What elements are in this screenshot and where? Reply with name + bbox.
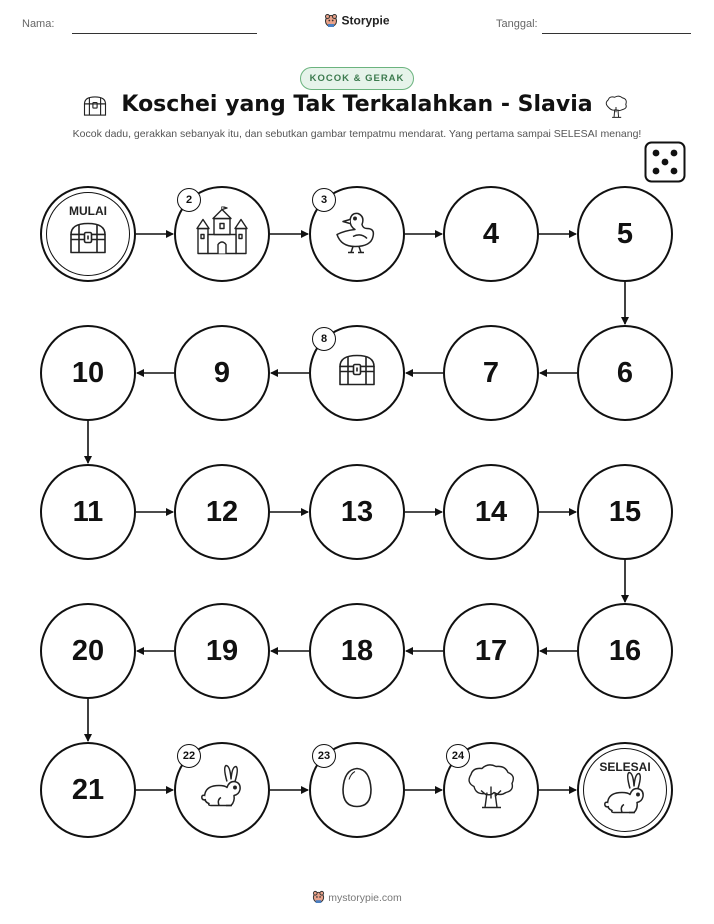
page-title: Koschei yang Tak Terkalahkan - Slavia bbox=[121, 92, 593, 117]
space-number-badge: 8 bbox=[312, 327, 336, 351]
egg-icon bbox=[340, 766, 374, 815]
name-label: Nama: bbox=[22, 18, 55, 30]
finish-label: SELESAI bbox=[599, 760, 651, 774]
footer bbox=[0, 890, 714, 906]
treasure-chest-icon bbox=[66, 220, 110, 263]
space-number: 17 bbox=[474, 634, 508, 667]
board-space-18 bbox=[309, 603, 405, 699]
board-space-10 bbox=[40, 325, 136, 421]
space-number: 13 bbox=[340, 495, 374, 528]
date-label: Tanggal: bbox=[496, 18, 538, 30]
space-number: 10 bbox=[71, 356, 105, 389]
board-space-14 bbox=[443, 464, 539, 560]
space-number-badge: 22 bbox=[177, 744, 201, 768]
space-number: 14 bbox=[474, 495, 508, 528]
space-number-badge: 24 bbox=[446, 744, 470, 768]
board-space-11 bbox=[40, 464, 136, 560]
space-number: 7 bbox=[482, 356, 500, 389]
duck-icon bbox=[331, 209, 383, 260]
space-number: 16 bbox=[608, 634, 642, 667]
space-number: 4 bbox=[482, 217, 500, 250]
space-number: 19 bbox=[205, 634, 239, 667]
space-number-badge: 23 bbox=[312, 744, 336, 768]
rabbit-icon bbox=[602, 771, 648, 824]
board-space-5 bbox=[577, 186, 673, 282]
instructions: Kocok dadu, gerakkan sebanyak itu, dan sebutkan gambar tempatmu mendarat. Yang pertama sampai SELESAI menang! bbox=[72, 128, 642, 140]
space-number-badge: 3 bbox=[312, 188, 336, 212]
storypie-footer-logo-icon bbox=[312, 890, 325, 906]
board-space-17 bbox=[443, 603, 539, 699]
space-number: 18 bbox=[340, 634, 374, 667]
board-space-19 bbox=[174, 603, 270, 699]
space-number: 15 bbox=[608, 495, 642, 528]
space-number: 6 bbox=[616, 356, 634, 389]
space-number-badge: 2 bbox=[177, 188, 201, 212]
board-space-20 bbox=[40, 603, 136, 699]
space-number: 12 bbox=[205, 495, 239, 528]
tree-icon bbox=[464, 763, 518, 818]
board-space-16 bbox=[577, 603, 673, 699]
space-number: 21 bbox=[71, 773, 105, 806]
board-space-12 bbox=[174, 464, 270, 560]
board-space-start bbox=[40, 186, 136, 282]
rabbit-icon bbox=[199, 764, 245, 817]
board-space-13 bbox=[309, 464, 405, 560]
space-number: 9 bbox=[213, 356, 231, 389]
space-number: 20 bbox=[71, 634, 105, 667]
board-space-4 bbox=[443, 186, 539, 282]
board-space-9 bbox=[174, 325, 270, 421]
board-space-21 bbox=[40, 742, 136, 838]
brand-name: Storypie bbox=[341, 13, 390, 28]
board-space-6 bbox=[577, 325, 673, 421]
activity-badge: KOCOK & GERAK bbox=[300, 67, 414, 90]
start-label: MULAI bbox=[69, 204, 107, 218]
board-space-7 bbox=[443, 325, 539, 421]
board-space-finish bbox=[577, 742, 673, 838]
space-number: 11 bbox=[72, 495, 104, 528]
footer-url: mystorypie.com bbox=[328, 891, 402, 904]
board-space-15 bbox=[577, 464, 673, 560]
space-number: 5 bbox=[616, 217, 634, 250]
castle-icon bbox=[194, 207, 250, 262]
treasure-chest-icon bbox=[335, 352, 379, 395]
